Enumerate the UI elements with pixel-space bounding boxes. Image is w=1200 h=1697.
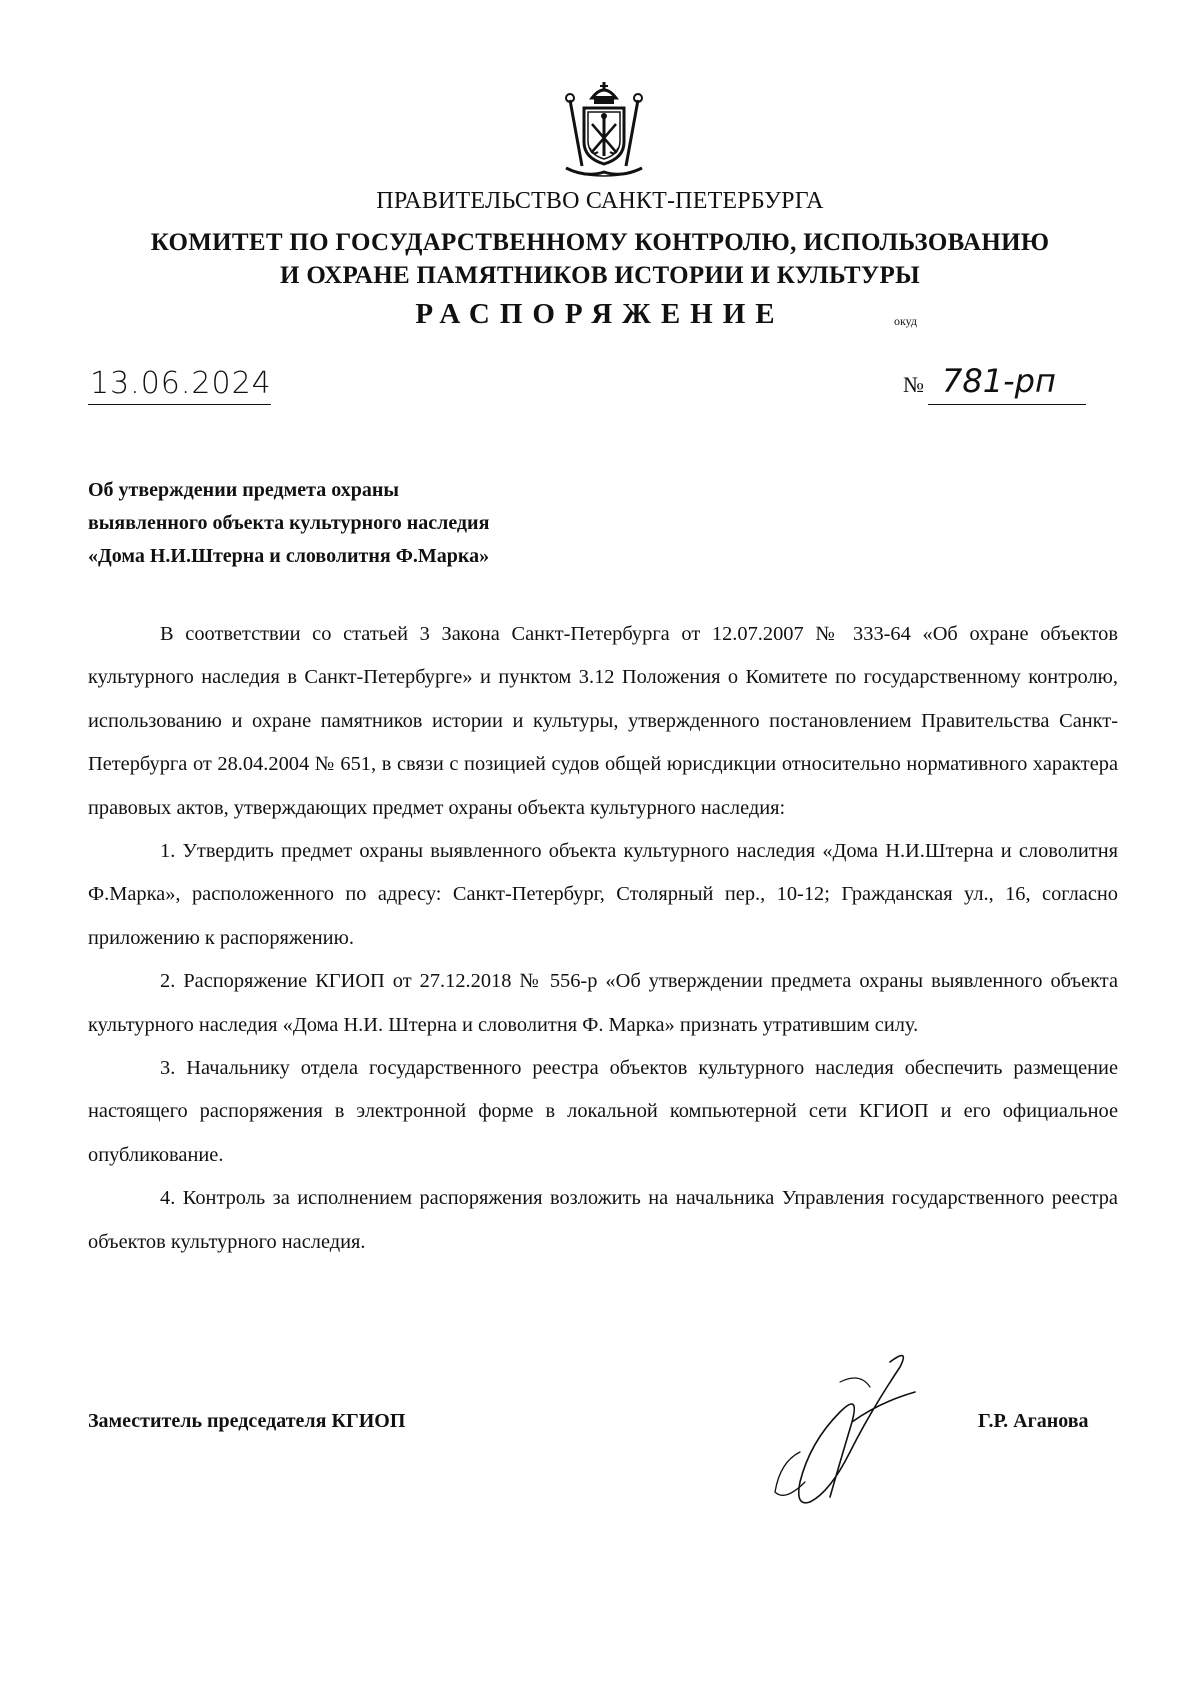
document-number-field [928,362,1086,405]
number-sign: № [903,372,924,397]
item-3-paragraph: 3. Начальнику отдела государственного реестра объектов культурного наследия обеспечить размещение настоящего распоряжения в электронной форме в локальной компьютерной сети КГИОП и его официальное опубликование. [88,1057,1118,1166]
government-name: ПРАВИТЕЛЬСТВО САНКТ-ПЕТЕРБУРГА [376,188,824,214]
item-2-paragraph: 2. Распоряжение КГИОП от 27.12.2018 № 556-р «Об утверждении предмета охраны выявленного объекта культурного наследия «Дома Н.И. Штерна и словолитня Ф. Марка» признать утратившим силу. [88,970,1118,1036]
preamble-paragraph: В соответствии со статьей 3 Закона Санкт-Петербурга от 12.07.2007 № 333-64 «Об охране объектов культурного наследия в Санкт-Петербурге» и пунктом 3.12 Положения о Комитете по государственному контролю, использованию и охране памятников истории и культуры, утвержденного постановлением Правительства Санкт-Петербурга от 28.04.2004 № 651, в связи с позицией судов общей юрисдикции относительно нормативного характера правовых актов, утверждающих предмет охраны объекта культурного наследия: [88,623,1118,819]
committee-line-2: И ОХРАНЕ ПАМЯТНИКОВ ИСТОРИИ И КУЛЬТУРЫ [280,262,920,289]
item-1-paragraph: 1. Утвердить предмет охраны выявленного объекта культурного наследия «Дома Н.И.Штерна и словолитня Ф.Марка», расположенного по адресу: Санкт-Петербург, Столярный пер., 10-12; Гражданская ул., 16, согласно приложению к распоряжению. [88,840,1118,949]
document-date: 13.06.2024 [90,366,272,401]
signer-position: Заместитель председателя КГИОП [88,1410,406,1432]
subject-line-2: выявленного объекта культурного наследия [88,512,490,534]
committee-name [0,226,1200,292]
document-date-field [88,366,271,405]
committee-line-1: КОМИТЕТ ПО ГОСУДАРСТВЕННОМУ КОНТРОЛЮ, ИСПОЛЬЗОВАНИЮ [150,229,1050,256]
item-4-paragraph: 4. Контроль за исполнением распоряжения возложить на начальника Управления государственного реестра объектов культурного наследия. [88,1187,1118,1253]
subject-line-3: «Дома Н.И.Штерна и словолитня Ф.Марка» [88,545,490,567]
signer-name: Г.Р. Аганова [978,1410,1089,1432]
document-type-title: РАСПОРЯЖЕНИЕ [415,298,785,330]
handwritten-signature-icon [740,1342,940,1512]
subject-line-1: Об утверждении предмета охраны [88,479,399,501]
okud-label: окуд [894,314,918,328]
coat-of-arms-icon [556,80,652,180]
document-subject [88,474,489,573]
document-body [88,613,1118,1264]
document-number: 781-рп [942,362,1056,400]
